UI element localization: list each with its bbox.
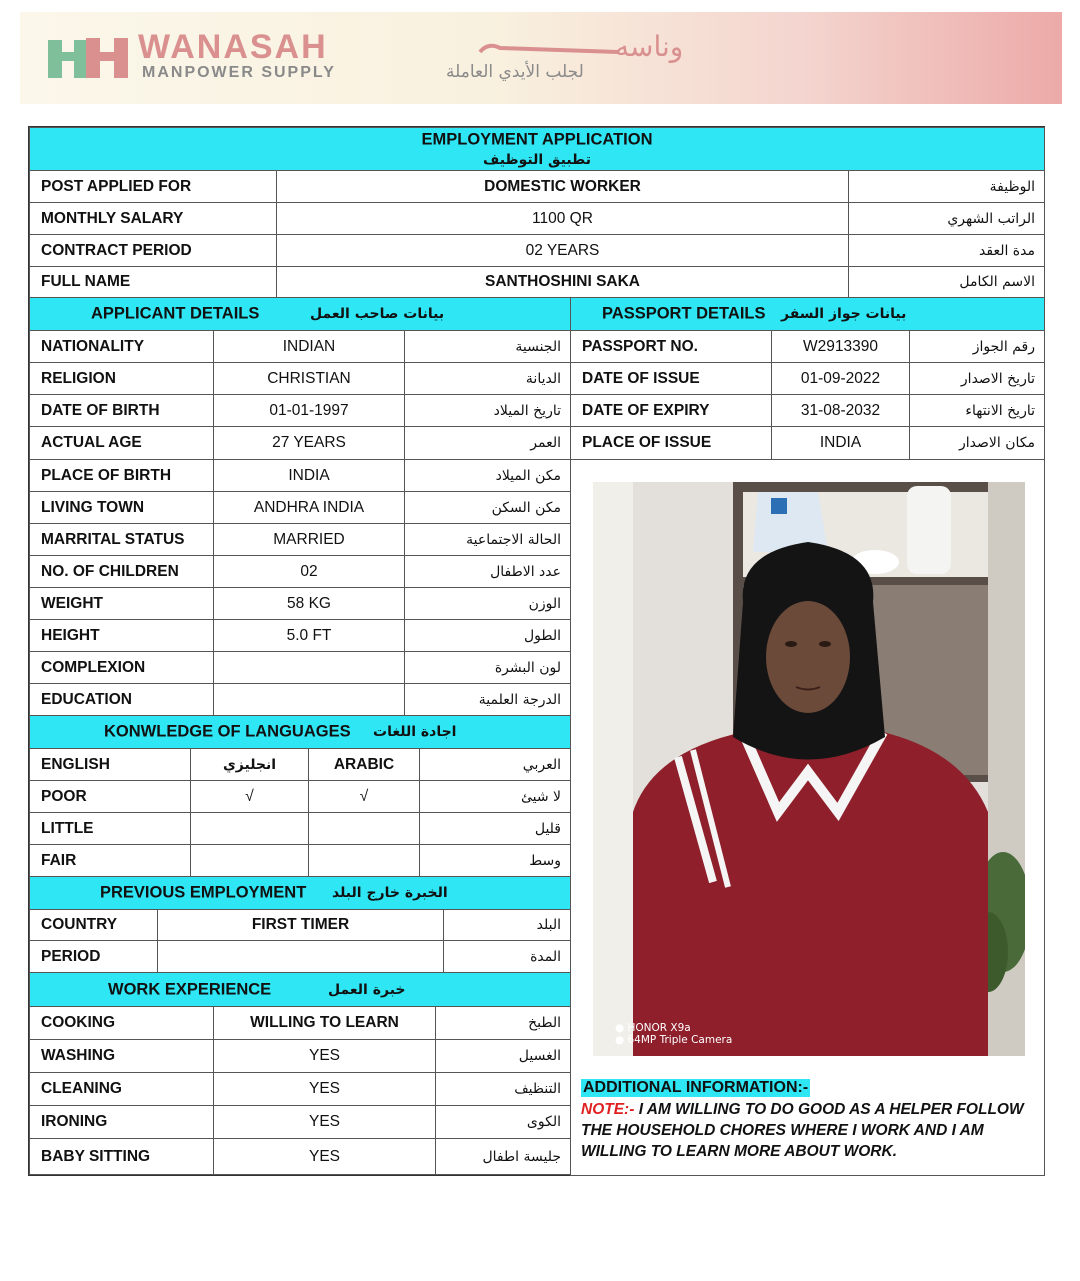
contract-label-arabic: مدة العقد — [848, 234, 1045, 267]
salary-label-arabic: الراتب الشهري — [848, 202, 1045, 235]
passport-header-text: PASSPORT DETAILS — [602, 304, 766, 323]
lang-head-arabic-arabic: العربي — [419, 748, 571, 781]
table-row-value: ANDHRA INDIA — [213, 491, 405, 524]
passport-details-header — [570, 297, 1045, 331]
table-row-label-arabic: قليل — [419, 812, 571, 845]
table-row-value: 58 KG — [213, 587, 405, 620]
table-row-label: WASHING — [29, 1039, 214, 1073]
brand-subtitle-arabic: لجلب الأيدي العاملة — [446, 62, 584, 82]
check-mark-english — [190, 812, 309, 845]
table-row-label: COUNTRY — [29, 909, 158, 941]
table-row-label: LIVING TOWN — [29, 491, 214, 524]
languages-header-arabic: اجادة اللغات — [373, 724, 457, 740]
post-label-arabic: الوظيفة — [848, 170, 1045, 203]
table-row-label: BABY SITTING — [29, 1138, 214, 1175]
table-row-label-arabic: وسط — [419, 844, 571, 877]
table-row-label-arabic: مكن الميلاد — [404, 459, 571, 492]
table-row-value: 01-09-2022 — [771, 362, 910, 395]
table-row-value: INDIAN — [213, 330, 405, 363]
brand-subtitle: MANPOWER SUPPLY — [142, 64, 336, 81]
previous-header-arabic: الخبرة خارج البلد — [332, 885, 448, 901]
table-row-label: RELIGION — [29, 362, 214, 395]
check-mark-english — [190, 844, 309, 877]
table-row-label-arabic: لون البشرة — [404, 651, 571, 684]
work-header-arabic: خبرة العمل — [328, 981, 406, 998]
post-value: DOMESTIC WORKER — [276, 170, 849, 203]
table-row-label: PERIOD — [29, 940, 158, 973]
table-row-label-arabic: العمر — [404, 426, 571, 460]
brand-name: WANASAH — [138, 28, 328, 66]
fullname-label: FULL NAME — [29, 266, 277, 298]
applicant-photo — [593, 482, 1025, 1056]
table-row-label-arabic: مكان الاصدار — [909, 426, 1045, 460]
table-row-label: DATE OF EXPIRY — [570, 394, 772, 427]
additional-info-note — [581, 1099, 1041, 1162]
lang-head-arabic: ARABIC — [308, 748, 420, 781]
languages-header-text: KONWLEDGE OF LANGUAGES — [104, 722, 351, 741]
table-row-value: 27 YEARS — [213, 426, 405, 460]
table-row-label: POOR — [29, 780, 191, 813]
brand-name-arabic: وناسه — [615, 30, 684, 63]
table-row-label: PASSPORT NO. — [570, 330, 772, 363]
table-row-label-arabic: الكوى — [435, 1105, 571, 1139]
table-row-label: IRONING — [29, 1105, 214, 1139]
form-title-arabic: تطبيق التوظيف — [483, 152, 591, 168]
table-row-label: NO. OF CHILDREN — [29, 555, 214, 588]
form-title-bar — [29, 127, 1045, 171]
contract-label: CONTRACT PERIOD — [29, 234, 277, 267]
camera-spec: 64MP Triple Camera — [627, 1034, 733, 1046]
table-row-value: 01-01-1997 — [213, 394, 405, 427]
applicant-details-header — [29, 297, 571, 331]
photo-illustration — [593, 482, 1025, 1056]
salary-value: 1100 QR — [276, 202, 849, 235]
table-row-label: CLEANING — [29, 1072, 214, 1106]
table-row-label-arabic: الطبخ — [435, 1006, 571, 1040]
lang-head-english: ENGLISH — [29, 748, 191, 781]
fullname-label-arabic: الاسم الكامل — [848, 266, 1045, 298]
table-row-value: 31-08-2032 — [771, 394, 910, 427]
table-row-label-arabic: تاريخ الاصدار — [909, 362, 1045, 395]
note-text: I AM WILLING TO DO GOOD AS A HELPER FOLLOW THE HOUSEHOLD CHORES WHERE I WORK AND I AM WILLING TO LEARN MORE ABOUT WORK. — [581, 1101, 1024, 1160]
table-row-label-arabic: الغسيل — [435, 1039, 571, 1073]
table-row-label: LITTLE — [29, 812, 191, 845]
table-row-label-arabic: تاريخ الميلاد — [404, 394, 571, 427]
previous-employment-header — [29, 876, 571, 910]
table-row-label: COOKING — [29, 1006, 214, 1040]
table-row-label-arabic: البلد — [443, 909, 571, 941]
table-row-label: PLACE OF BIRTH — [29, 459, 214, 492]
additional-info-title: ADDITIONAL INFORMATION:- — [583, 1079, 809, 1096]
table-row-label-arabic: جليسة اطفال — [435, 1138, 571, 1175]
note-prefix: NOTE:- — [581, 1101, 635, 1118]
fullname-value: SANTHOSHINI SAKA — [276, 266, 849, 298]
check-mark-arabic — [308, 844, 420, 877]
table-row-label: COMPLEXION — [29, 651, 214, 684]
table-row-label: DATE OF ISSUE — [570, 362, 772, 395]
check-mark-arabic: √ — [308, 780, 420, 813]
previous-header-text: PREVIOUS EMPLOYMENT — [100, 883, 307, 902]
table-row-label: HEIGHT — [29, 619, 214, 652]
table-row-value: YES — [213, 1105, 436, 1139]
table-row-value: 02 — [213, 555, 405, 588]
table-row-value: INDIA — [771, 426, 910, 460]
table-row-value — [157, 940, 444, 973]
contract-value: 02 YEARS — [276, 234, 849, 267]
table-row-label: WEIGHT — [29, 587, 214, 620]
salary-label: MONTHLY SALARY — [29, 202, 277, 235]
table-row-label: MARRITAL STATUS — [29, 523, 214, 556]
table-row-value: YES — [213, 1039, 436, 1073]
table-row-label-arabic: الحالة الاجتماعية — [404, 523, 571, 556]
table-row-label-arabic: الديانة — [404, 362, 571, 395]
table-row-label-arabic: رقم الجواز — [909, 330, 1045, 363]
table-row-label-arabic: الجنسية — [404, 330, 571, 363]
table-row-value: WILLING TO LEARN — [213, 1006, 436, 1040]
table-row-label-arabic: عدد الاطفال — [404, 555, 571, 588]
table-row-label: PLACE OF ISSUE — [570, 426, 772, 460]
table-row-value: FIRST TIMER — [157, 909, 444, 941]
lang-head-english-arabic: انجليزي — [190, 748, 309, 781]
applicant-header-text: APPLICANT DETAILS — [91, 304, 260, 323]
table-row-label-arabic: الوزن — [404, 587, 571, 620]
table-row-label: FAIR — [29, 844, 191, 877]
company-logo-icon — [48, 38, 130, 78]
table-row-label-arabic: التنظيف — [435, 1072, 571, 1106]
table-row-label-arabic: المدة — [443, 940, 571, 973]
camera-model: HONOR X9a — [627, 1022, 691, 1034]
form-title: EMPLOYMENT APPLICATION — [421, 130, 653, 149]
table-row-value: MARRIED — [213, 523, 405, 556]
table-row-label-arabic: لا شيئ — [419, 780, 571, 813]
table-row-value: W2913390 — [771, 330, 910, 363]
check-mark-english: √ — [190, 780, 309, 813]
post-label: POST APPLIED FOR — [29, 170, 277, 203]
work-experience-header — [29, 972, 571, 1007]
table-row-label-arabic: مكن السكن — [404, 491, 571, 524]
table-row-value: 5.0 FT — [213, 619, 405, 652]
table-row-value: CHRISTIAN — [213, 362, 405, 395]
table-row-label-arabic: الطول — [404, 619, 571, 652]
languages-header — [29, 715, 571, 749]
camera-watermark: ● HONOR X9a ● 64MP Triple Camera — [615, 1022, 733, 1046]
check-mark-arabic — [308, 812, 420, 845]
table-row-label-arabic: الدرجة العلمية — [404, 683, 571, 716]
table-row-label: NATIONALITY — [29, 330, 214, 363]
table-row-label: EDUCATION — [29, 683, 214, 716]
table-row-label: ACTUAL AGE — [29, 426, 214, 460]
passport-header-arabic: بيانات جواز السفر — [781, 306, 907, 322]
table-row-value: INDIA — [213, 459, 405, 492]
table-row-value: YES — [213, 1072, 436, 1106]
applicant-header-arabic: بيانات صاحب العمل — [310, 306, 445, 322]
table-row-label-arabic: تاريخ الانتهاء — [909, 394, 1045, 427]
table-row-value: YES — [213, 1138, 436, 1175]
work-header-text: WORK EXPERIENCE — [108, 980, 272, 998]
table-row-value — [213, 683, 405, 716]
table-row-value — [213, 651, 405, 684]
table-row-label: DATE OF BIRTH — [29, 394, 214, 427]
